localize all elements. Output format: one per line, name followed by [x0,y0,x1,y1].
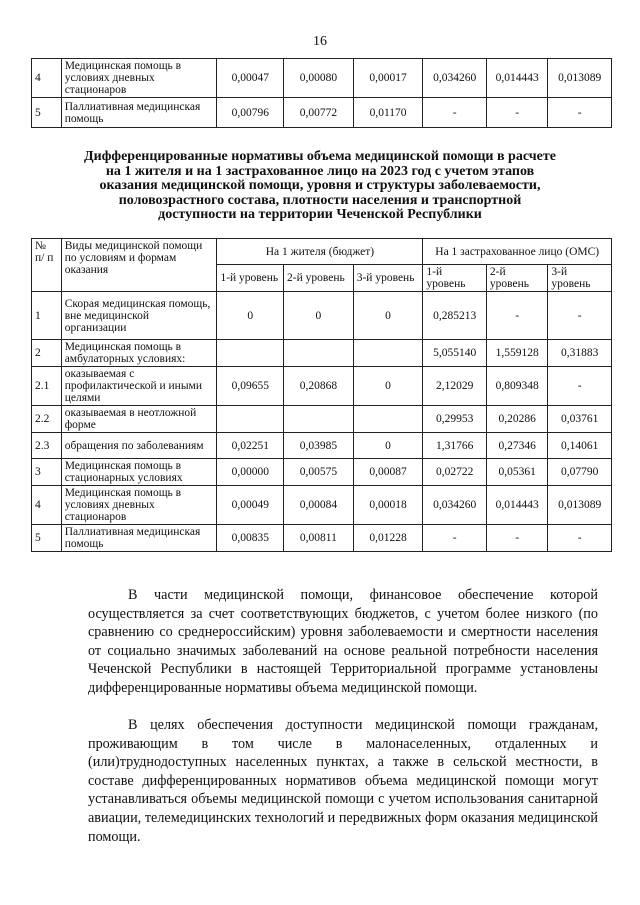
row-value: 0,014443 [486,486,547,525]
header-level: 3-й уровень [353,265,423,292]
row-value: 0,14061 [548,433,612,459]
row-value: 0,014443 [486,59,547,98]
row-value: 0,034260 [423,486,487,525]
page-number: 16 [313,34,327,49]
header-num: № п/ п [32,239,62,292]
header-level: 2-й уровень [284,265,354,292]
row-value: 0 [353,292,423,340]
continued-table [31,58,612,128]
row-value: 0,29953 [423,406,487,433]
row-number: 2 [32,340,62,367]
row-value: 2,12029 [423,367,487,406]
row-name: Медицинская помощь в условиях дневных стационаров [61,486,217,525]
row-number: 2.1 [32,367,62,406]
row-value: 0,00017 [353,59,423,98]
row-value: 0,00575 [284,459,354,486]
row-value: 0 [353,367,423,406]
table-row [32,459,612,486]
row-value: 1,559128 [486,340,547,367]
row-value: 0,27346 [486,433,547,459]
row-value: - [548,525,612,552]
row-value: 0,02251 [217,433,284,459]
table-row [32,433,612,459]
table-row [32,525,612,552]
row-value: 0 [353,433,423,459]
row-value: - [423,98,487,128]
row-name: Медицинская помощь в амбулаторных условиях: [61,340,217,367]
row-number: 4 [32,486,62,525]
row-value: 0,00087 [353,459,423,486]
row-value [284,340,354,367]
row-name: Паллиативная медицинская помощь [61,525,217,552]
row-value: 0,809348 [486,367,547,406]
header-level: 1-й уровень [217,265,284,292]
row-name: Медицинская помощь в условиях дневных стационаров [61,59,217,98]
row-value: 0,00080 [284,59,354,98]
row-value [284,406,354,433]
row-name: оказываемая в неотложной форме [61,406,217,433]
row-number: 3 [32,459,62,486]
header-level: 1-й уровень [423,265,487,292]
paragraph [88,716,598,846]
row-value: 0 [217,292,284,340]
row-value: 0,01228 [353,525,423,552]
row-value: 0,31883 [548,340,612,367]
table-row [32,406,612,433]
row-value: 0,00084 [284,486,354,525]
row-value: 0,013089 [548,59,612,98]
header-oms: На 1 застрахованное лицо (ОМС) [423,239,612,265]
table-row [32,292,612,340]
header-level: 3-й уровень [548,265,612,292]
row-value: - [548,292,612,340]
row-value: 0,00049 [217,486,284,525]
row-value [217,406,284,433]
row-name: обращения по заболеваниям [61,433,217,459]
row-number: 1 [32,292,62,340]
table-row [32,486,612,525]
row-name: Скорая медицинская помощь, вне медицинской организации [61,292,217,340]
row-value: - [486,98,547,128]
row-value: 5,055140 [423,340,487,367]
paragraph [88,586,598,698]
row-value: 0,07790 [548,459,612,486]
row-value: 0 [284,292,354,340]
row-value: 0,00835 [217,525,284,552]
header-level: 2-й уровень [486,265,547,292]
row-value: 0,00811 [284,525,354,552]
header-budget: На 1 жителя (бюджет) [217,239,423,265]
table-row [32,59,612,98]
row-value: 0,20286 [486,406,547,433]
row-value: 0,00047 [217,59,284,98]
paragraph-text: В целях обеспечения доступности медицинской помощи гражданам, проживающим в том числе в малонаселенных, отдаленных и (или)труднодоступных населенных пунктах, а также в сельской местности, в составе дифференцированных нормативов объема медицинской помощи могут устанавливаться объемы медицинской помощи с учетом использования санитарной авиации, телемедицинских технологий и передвижных форм оказания медицинской помощи. [88,717,598,845]
row-value: 0,03761 [548,406,612,433]
row-value: - [486,525,547,552]
paragraph-text: В части медицинской помощи, финансовое обеспечение которой осуществляется за счет соответствующих бюджетов, с учетом более низкого (по сравнению со среднероссийским) уровня заболеваемости и смертности населения от социально значимых заболеваний на основе реальной потребности населения Чеченской Республики в настоящей Территориальной программе установлены дифференцированные нормативы объема медицинской помощи. [88,587,598,696]
row-number: 2.3 [32,433,62,459]
row-value: 0,00000 [217,459,284,486]
row-value: 0,013089 [548,486,612,525]
row-value [353,340,423,367]
row-value: 0,01170 [353,98,423,128]
row-name: Паллиативная медицинская помощь [61,98,217,128]
section-title: Дифференцированные нормативы объема медицинской помощи в расчете на 1 жителя и на 1 застрахованное лицо на 2023 год с учетом этапов оказания медицинской помощи, уровня и структуры заболеваемости, половозрастного состава, плотности населения и транспортной доступности на территории Чеченской Республики [84,149,556,222]
row-name: оказываемая с профилактической и иными целями [61,367,217,406]
row-value: 0,05361 [486,459,547,486]
row-value: 0,034260 [423,59,487,98]
table-row [32,98,612,128]
row-number: 5 [32,98,62,128]
row-name: Медицинская помощь в стационарных условиях [61,459,217,486]
row-value: 0,285213 [423,292,487,340]
table-row [32,367,612,406]
row-value: 0,03985 [284,433,354,459]
row-value: 0,20868 [284,367,354,406]
row-value: - [486,292,547,340]
row-value [217,340,284,367]
row-value: 0,00796 [217,98,284,128]
row-value: 0,00772 [284,98,354,128]
row-value: 1,31766 [423,433,487,459]
normatives-table [31,238,612,552]
table-row [32,340,612,367]
row-number: 5 [32,525,62,552]
row-value: - [548,98,612,128]
row-number: 2.2 [32,406,62,433]
row-value: 0,09655 [217,367,284,406]
header-name: Виды медицинской помощи по условиям и формам оказания [61,239,217,292]
row-value [353,406,423,433]
row-value: 0,00018 [353,486,423,525]
row-value: - [423,525,487,552]
row-value: 0,02722 [423,459,487,486]
row-number: 4 [32,59,62,98]
row-value: - [548,367,612,406]
